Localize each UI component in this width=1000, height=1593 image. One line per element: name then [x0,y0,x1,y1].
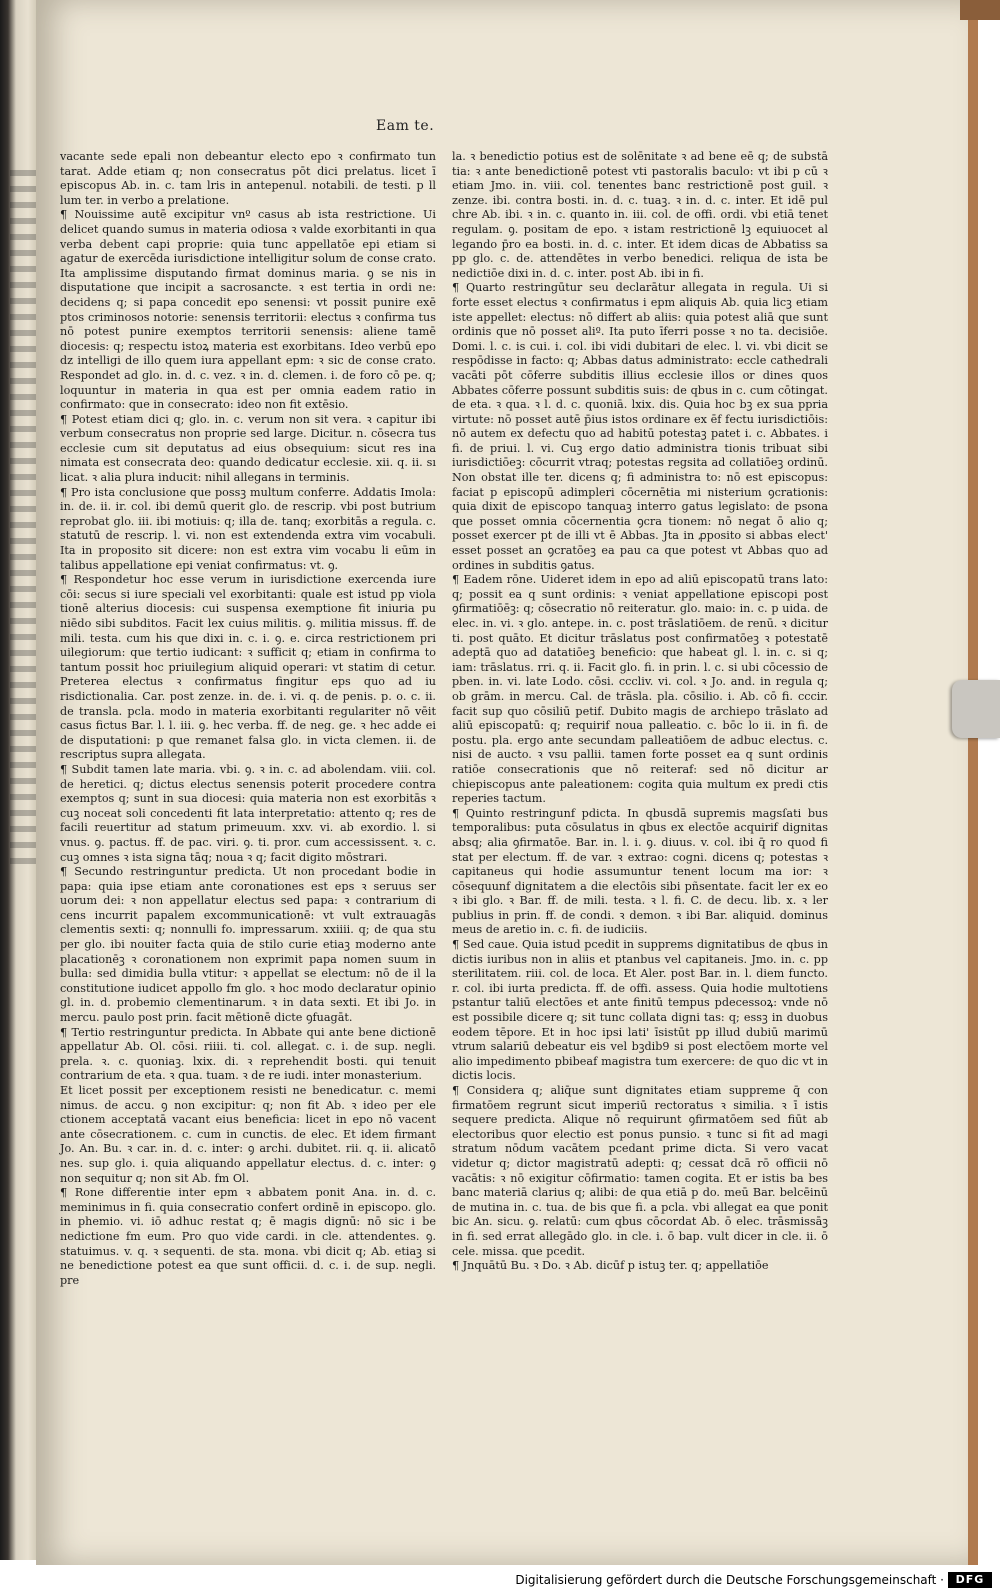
paragraph: ¶ Jnquātū Bu. ꝛ Do. ꝛ Ab. dicūf p istuꝫ ter. q; appellatiōe [452,1259,769,1273]
paragraph: la. ꝛ benedictio potius est de solēnitate ꝛ ad bene eē q; de substā tia: ꝛ ante benedictionē potest vti pastoralis baculo: vt ibi p cū ꝛ etiam Jmo. in. viii. col. tenentes banc restrictionē post guil. ꝛ zenze. ibi. contra bosti. in. d. c. tuaꝫ. ꝛ in. d. c. inter. Et idē pul chre Ab. ibi. ꝛ in. c. quanto in. iii. col. de offi. ordi. vbi etiā tenet regulam. ꝯ. positam de epo. ꝛ istam restrictionē lꝫ equiuocet al legando p̄ro ea bosti. in. d. c. inter. Et idem dicas de Abbatiss sa pp glo. c. de. attendētes in verbo benedici. reliqua de ista be nedictiōe dixi in. d. c. inter. post Ab. ibi in fi. [452,150,828,280]
paragraph: ¶ Respondetur hoc esse verum in iurisdictione exercenda iure cōi: secus si iure speciali vel exorbitanti: quale est istud pp viola tionē alterius diocesis: cui suspensa exemptione fit iniuria pu niēdo sibi subditos. Facit lex cuius militis. ꝯ. militia missus. ff. de mili. testa. cum his que dixi in. c. i. ꝯ. e. circa restrictionem pri uilegiorum: que tertio iudicant: ꝛ sufficit q; etiam in confirma to tantum possit hoc priuilegium aliquid operari: vt statim di cetur. Preterea electus ꝛ confirmatus fingitur eps quo ad iu risdictionalia. Car. post zenze. in. de. i. vi. q. de penis. p. o. c. ii. de transla. pcla. modo in materia exorbitanti regulariter nō vēit casus fictus Bar. l. l. iii. ꝯ. hec verba. ff. de neg. ge. ꝛ hec adde ei de disputationi: p que remanet falsa glo. in victa clemen. ii. de rescriptus supra allegata. [60,573,436,762]
paragraph: Et licet possit per exceptionem resisti ne benedicatur. c. memi nimus. de accu. ꝯ non excipitur: q; non fit Ab. ꝛ ideo per ele ctionem acceptatā vacant eius beneficia: licet in epo nō vacent ante cōsecrationem. c. cum in cunctis. de elec. Et idem firmant Jo. An. Bu. ꝛ car. in. d. c. inter: ꝯ archi. dubitet. rii. q. ii. alicatō nes. sup glo. i. quia aliquando appellatur electus. d. c. inter: ꝯ non sequitur q; non sit Ab. fm Ol. [60,1084,436,1185]
dfg-logo: DFG [948,1572,992,1588]
paragraph: ¶ Potest etiam dici q; glo. in. c. verum non sit vera. ꝛ capitur ibi verbum consecratus non proprie sed large. Dicitur. n. cōsecra tus ecclesie cum sit deputatus ad eius obsequium: sicut res ina nimata est consecrata deo: quando dedicatur ecclesie. xii. q. ii. sı licat. ꝛ alia plura inducit: nihil allegans in terminis. [60,412,436,485]
paragraph: ¶ Nouissime autē excipitur vnº casus ab ista restrictione. Ui delicet quando sumus in materia odiosa ꝛ valde exorbitanti in qua verba debent capi proprie: quia tunc appellatōe epi etiam si agatur de exercēda iurisdictione intelligitur solum de conse crato. Ita amplissime disputando firmat dominus maria. ꝯ se nis in disputatione que incipit a sacrosancte. ꝛ est tertia in ordi ne: decidens q; si papa concedit epo senensi: vt possit punire exē ptos criminosos notorie: senensis territorii: electus ꝛ confirma tus nō potest punire exemptos territorii senensis: aliene tamē diocesis: q; respectu istoꝝ materia est exorbitans. Ideo verbū epo dz intelligi de illo quem iura appellant epm: ꝛ sic de conse crato. Respondet ad glo. in. d. c. vez. ꝛ in. d. clemen. i. de foro cō pe. q; loquuntur in materia in qua est per omnia eadem ratio in confirmato: que in consecrato: ideo non fit extēsio. [60,208,437,412]
paragraph: ¶ Considera q; aliq̄ue sunt dignitates etiam suppreme q̄ con firmatōem regrunt sicut imperiū rectoratus ꝛ similia. ꝛ ī istis sequere predicta. Alique nō requirunt ꝯfirmatōem sed fiūt ab electoribus quor electio est ponus punsio. ꝛ tunc si fit ad magi stratum nōdum vacātem pcedant prime dicta. Si vero vacat videtur q; dictor magistratū adepti: q; cessat dcā rō officii nō vacātis: ꝛ nō exigitur cōfirmatio: tamen cogita. Et er istis ba bes banc materiā clarius q; alibi: de qua etiā p do. meū Bar. belcēinū de mutina in. c. tua. de bis que fi. a pcla. vbi allegat ea que ponit bic An. sicu. ꝯ. relatū: cum qbus cōcordat Ab. ō elec. trāsmissāꝫ in fi. sed errat allegādo glo. in cle. i. ō bap. vult dicer in cle. ii. ō cele. missa. que pcedit. [452,1084,828,1258]
paragraph: ¶ Pro ista conclusione que possꝫ multum conferre. Addatis Imola: in. de. ii. ir. col. ibi demū querit glo. de rescrip. vbi post butrium reprobat glo. iii. ibi motiuis: q; illa de. tanq; exorbitās a regula. c. statutū de rescrip. l. vi. non est extendenda extra vim vocabuli. Ita in proposito sit dicere: non est extra vim vocabu li eūm in talibus appellatione epi veniat confirmatus: vt. ꝯ. [60,485,436,572]
previous-page-edge [0,0,40,1560]
paragraph: ¶ Sed caue. Quia istud pcedit in supprems dignitatibus de qbus in dictis iuribus non in aliis et ptanbus vel capitaneis. Jmo. in. c. pp sterilitatem. riii. col. de loca. Et Aler. post Bar. in. l. diem functo. r. col. ibi iurta predicta. ff. de offi. assess. Quia hodie multotiens pstantur taliū electōes et ante finitū tempus pdecessoꝝ: vnde nō est possibile dicere q; sit tunc collata digni tas: q; essꝫ in duobus eodem tēpore. Et in hoc ipsi lati' īsistūt pp illud dubiū marimū vtrum salariū debeatur eis vel bꝫdib9 si post electōem morte vel alio impedimento pbibeaf magistra tum exercere: de quo dic vt in dictis locis. [452,938,828,1083]
previous-page-text-fragment [10,170,36,870]
paragraph: ¶ Quarto restringūtur seu declarātur allegata in regula. Ui si forte esset electus ꝛ confirmatus i epm aliquis Ab. quia licꝫ etiam iste appellet: electus: nō differt ab aliis: quia potest aliā que sunt ordinis que nō posset aliº. Ita puto īferri posse ꝛ no ta. decisiōe. Domi. l. c. is cui. i. col. ibi vidi dubitari de elec. l. vi. vbi dicit se respōdisse in facto: q; Abbas datus administrato: eccle cathedrali vacāti pōt cōferre subditis illius ecclesie illos or dines quos Abbates cōferre possunt subditis suis: de qbus in c. cum cōtingat. de eta. ꝛ qua. ꝛ l. d. c. quoniā. lxix. dis. Quia hoc bꝫ ex sua ppria virtute: nō posset autē p̄ius istos ordinare ex ēf fectu iurisdictiōis: nō autem ex defectu quo ad habitū potestaꝫ patet i. c. Abbates. i fi. de priui. l. vi. Cuꝫ ergo datio administra tionis tribuat sibi iurisdictiōeꝫ: cōcurrit vtraq; potestas regsita ad collatiōeꝫ ordinū. Non obstat ille ter. dicens q; fi administra to: nō est episcopus: faciat p episcopū adimpleri cōcernētia mi nisterium ꝯcrationis: quia dixit de episcopo tanquaꝫ interro gatus legislato: de psona que posset omnia cōcernentia ꝯcra tionem: nō negat ō alio q; posset exercer pt de illi vt ē Abbas. Jta in ꝓposito si abbas elect' esset posset an ꝯcratōeꝫ ea pau ca que potest vt Abbas quo ad ordines in subditis ꝯatus. [452,281,828,572]
paragraph: ¶ Secundo restringuntur predicta. Ut non procedant bodie in papa: quia ipse etiam ante coronationes est eps ꝛ seruus ser uorum dei: ꝛ non appellatur electus sed papa: ꝛ contrarium di cens incurrit papalem excommunicationē: vt vult extrauagās clementis sexti: q; nonnulli fo. impressarum. xxiiii. q; de qua stu per glo. ibi nouiter facta quia de stilo curie etiaꝫ moderno ante placationēꝫ ꝛ coronationem non exprimit papa nomen suum in bulla: sed dimidia bulla vtitur: ꝛ appellat se electum: nō de il la constitutione iudicet appollo fm glo. ꝛ hoc modo declaratur opinio gl. in. d. probemio clementinarum. ꝛ in data sexti. Et ibi Jo. in mercu. paulo post prin. facit mētionē dicte ꝯfuagāt. [60,865,436,1025]
paragraph: ¶ Quinto restringunf pdicta. In qbusdā supremis magsſati bus temporalibus: puta cōsulatus in qbus ex electōe acquirif dignitas absq; alia ꝯfirmatōe. Bar. in. l. i. ꝯ. diuus. v. col. ibi q̄ ro quod fi stat per electum. ff. de var. ꝛ extrao: cogni. dicens q; potestas ꝛ capitaneus qui hodie assumuntur tenent locum ma ior: ꝛ cōsequunf dignitatem a die electōis sibi pñsentate. facit ler ex eo ꝛ ibi glo. ꝛ Bar. ff. de mili. testa. ꝛ l. fi. C. de decu. lib. x. ꝛ ler publius in prin. ff. de condi. ꝛ demon. ꝛ ibi Bar. aliquid. dominus meus de aretio in. c. fi. de iudiciis. [452,806,828,937]
funding-note: Digitalisierung gefördert durch die Deutsche Forschungsgemeinschaft · [515,1573,944,1587]
left-text-column [60,150,436,1510]
paragraph: ¶ Subdit tamen late maria. vbi. ꝯ. ꝛ in. c. ad abolendam. viii. col. de heretici. q; dictus electus senensis poterit procedere contra exemptos q; sunt in sua diocesi: quia materia non est exorbitās ꝛ cuꝫ noceat soli concedenti fit lata interpretatio: attento q; res de facili reuertitur ad statum primeuum. xxv. vi. ab exordio. l. si vnus. ꝯ. pactus. ff. de pac. viri. ꝯ. ti. pror. cum accessissent. ꝛ. c. cuꝫ omnes ꝛ ista signa tāq; noua ꝛ q; facit digito mōstrari. [60,762,436,864]
bookmark-tab [952,680,1000,738]
right-text-column [452,150,828,1273]
paragraph: vacante sede epali non debeantur electo epo ꝛ confirmato tun tarat. Adde etiam q; non consecratus pōt dici prelatus. licet ī episcopus Ab. in. c. tam lris in antepenul. notabili. de testi. p ll lum ter. in verbo a prelatione. [60,150,436,207]
page-edge [960,0,1000,20]
paragraph: ¶ Tertio restringuntur predicta. In Abbate qui ante bene dictionē appellatur Ab. Ol. cōsi. riiii. ti. col. allegat. c. i. de sup. negli. prela. ꝛ. c. quoniaꝫ. lxix. di. ꝛ reprehendit bosti. qui tenuit contrarium de eta. ꝛ qua. tuam. ꝛ de re iudi. inter monasterium. [60,1025,436,1083]
paragraph: ¶ Rone differentie inter epm ꝛ abbatem ponit Ana. in. d. c. meminimus in fi. quia consecratio confert ordinē in episcopo. glo. in phemio. vi. iō adhuc restat q; ē magis dignū: nō sic i be nedictione fm eum. Pro quo vide cardi. in cle. attendentes. ꝯ. statuimus. v. q. ꝛ sequenti. de sta. mona. vbi dicit q; Ab. etiaꝫ si ne benedictione potest ea que sunt officii. d. c. i. de sup. negli. pre [60,1186,436,1287]
paragraph: ¶ Eadem rōne. Uideret idem in epo ad aliū episcopatū trans lato: q; possit ea q sunt ordinis: ꝛ veniat appellatione episcopi post ꝯfirmatiōēꝫ: q; cōsecratio nō reiteratur. glo. maio: in. c. p uida. de elec. in. vi. ꝛ glo. antepe. in. c. post trāslatiōem. de renū. ꝛ dicitur ti. post quāto. Et dicitur trāslatus post confirmatōeꝫ ꝛ potestatē adeptā quo ad datatiōeꝫ beneficio: que habeat gl. l. in. c. si q; iam: trāslatus. rri. q. ii. Facit glo. fi. in prin. l. c. si ubi cōcessio de pben. in. vi. late Lodo. cōsi. cccliv. vi. col. ꝛ Jo. and. in regula q; ob grām. in mercu. Cal. de trāsla. pla. cōsilio. i. Ab. cō fi. cccir. facit sup quo cōsiliū petif. Dubito magis de archiepo trāslato ad aliū episcopatū: q; requirif noua palleatio. c. bōc lo ii. in fi. de postu. pla. ergo ante secundam palleatiōem de adbuc electus. c. nisi de aucto. ꝛ vsu pallii. tamen forte posset ea q sunt ordinis ratiōe consecrationis que nō reiteraf: sed nō dicitur ar chiepiscopus ante paleationem: cogita quia multum ex predi ctis reperies tactum. [452,573,828,806]
running-head: Eam te. [376,118,435,134]
